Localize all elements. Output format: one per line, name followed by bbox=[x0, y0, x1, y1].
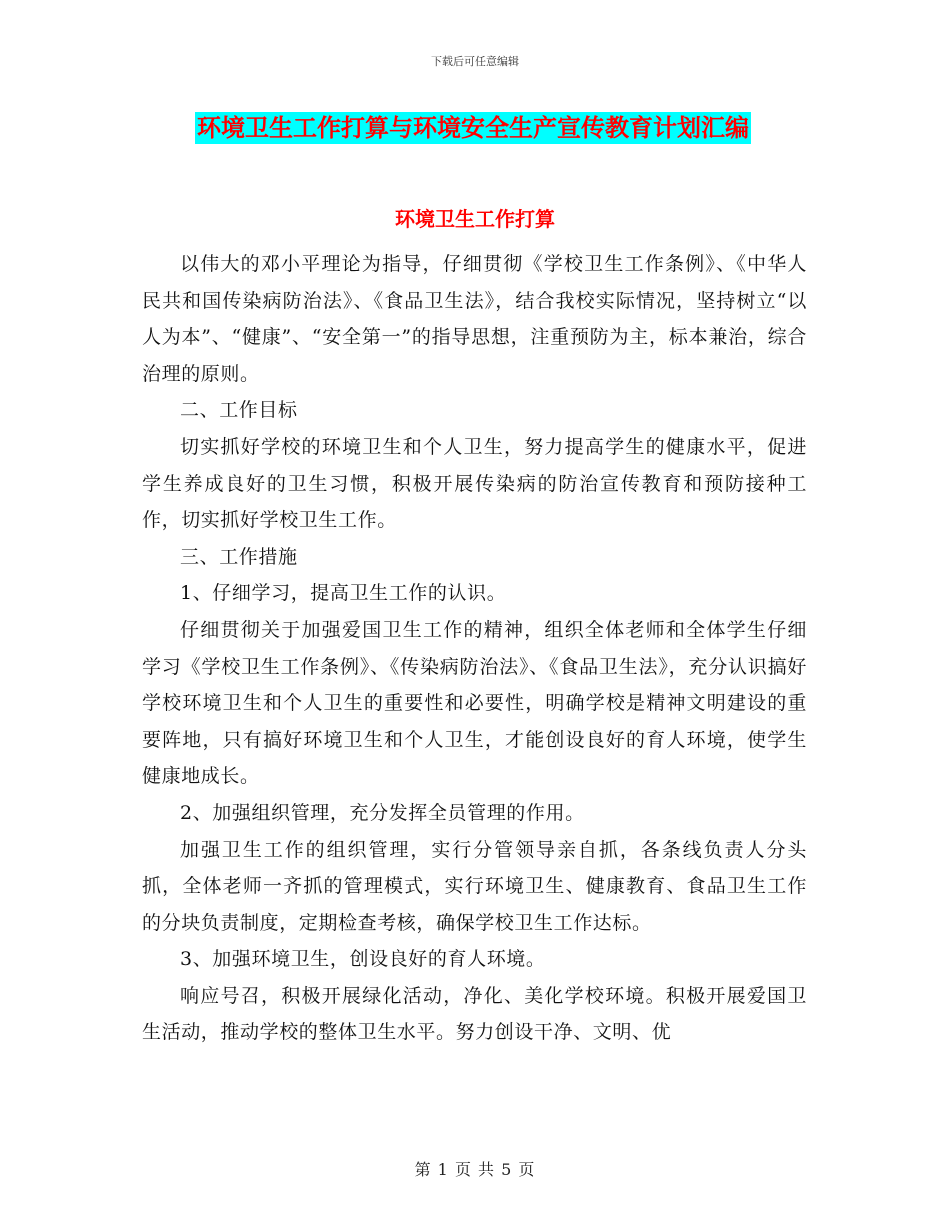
paragraph-measure-2: 加强卫生工作的组织管理，实行分管领导亲自抓，各条线负责人分头抓，全体老师一齐抓的管理模式，实行环境卫生、健康教育、食品卫生工作的分块负责制度，定期检查考核，确保学校卫生工作达标。 bbox=[142, 838, 807, 934]
heading-measure-1: 1、仔细学习，提高卫生工作的认识。 bbox=[180, 582, 507, 605]
heading-measure-2: 2、加强组织管理，充分发挥全员管理的作用。 bbox=[180, 801, 585, 824]
paragraph-guiding-principle: 以伟大的邓小平理论为指导，仔细贯彻《学校卫生工作条例》、《中华人民共和国传染病防治法》、《食品卫生法》，结合我校实际情况，坚持树立“以人为本”、“健康”、“安全第一”的指导思想，注重预防为主，标本兼治，综合治理的原则。 bbox=[142, 253, 807, 385]
heading-work-goals: 二、工作目标 bbox=[180, 399, 298, 422]
document-body bbox=[142, 246, 807, 1051]
header-note: 下载后可任意编辑 bbox=[431, 55, 519, 68]
paragraph-measure-1: 仔细贯彻关于加强爱国卫生工作的精神，组织全体老师和全体学生仔细学习《学校卫生工作条例》、《传染病防治法》、《食品卫生法》，充分认识搞好学校环境卫生和个人卫生的重要性和必要性，明确学校是精神文明建设的重要阵地，只有搞好环境卫生和个人卫生，才能创设良好的育人环境，使学生健康地成长。 bbox=[142, 618, 807, 788]
paragraph-measure-3: 响应号召，积极开展绿化活动，净化、美化学校环境。积极开展爱国卫生活动，推动学校的整体卫生水平。努力创设干净、文明、优 bbox=[142, 984, 807, 1044]
heading-measure-3: 3、加强环境卫生，创设良好的育人环境。 bbox=[180, 948, 546, 971]
page-number-footer: 第 1 页 共 5 页 bbox=[414, 1160, 536, 1179]
section-title: 环境卫生工作打算 bbox=[395, 207, 555, 231]
paragraph-work-goals: 切实抓好学校的环境卫生和个人卫生，努力提高学生的健康水平，促进学生养成良好的卫生习惯，积极开展传染病的防治宣传教育和预防接种工作，切实抓好学校卫生工作。 bbox=[142, 435, 807, 532]
document-main-title: 环境卫生工作打算与环境安全生产宣传教育计划汇编 bbox=[197, 113, 749, 142]
heading-work-measures: 三、工作措施 bbox=[180, 545, 298, 568]
